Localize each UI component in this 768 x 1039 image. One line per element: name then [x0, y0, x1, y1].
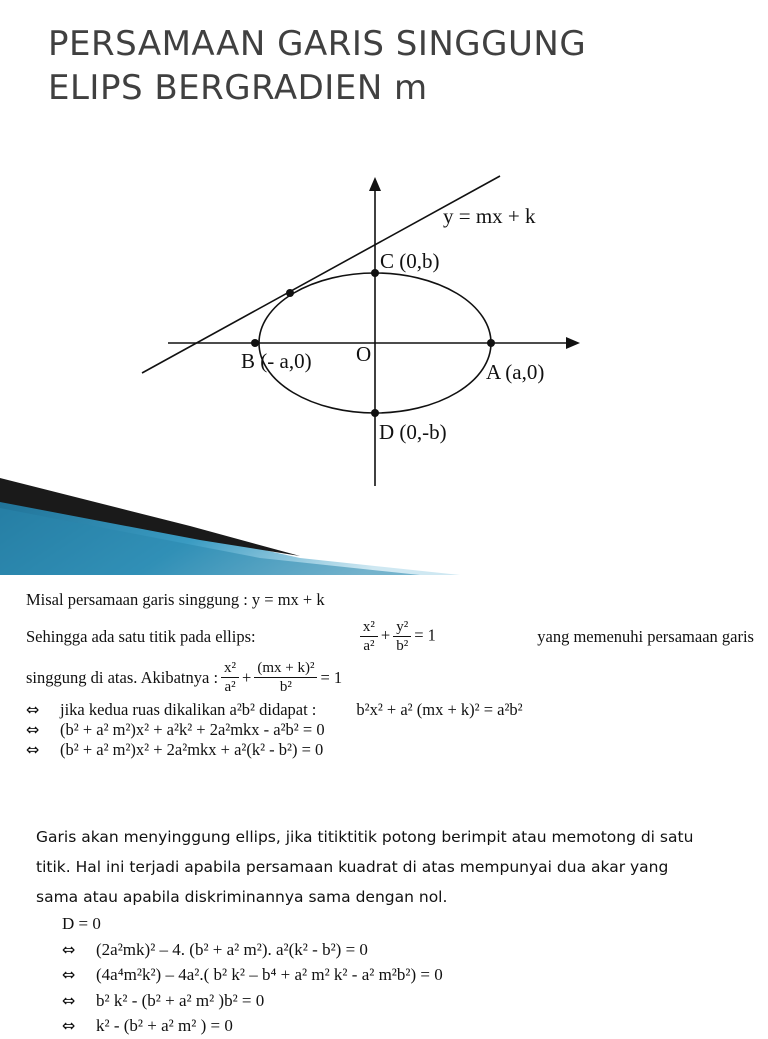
left-right-arrow-icon: ⇔	[26, 700, 40, 719]
derivation-line-6: ⇔ (b² + a² m²)x² + 2a²mkx + a²(k² - b²) = 0	[26, 740, 324, 759]
ellipse-tangent-diagram	[0, 160, 768, 495]
explanation-line-3: sama atau apabila diskriminannya sama dengan nol.	[36, 888, 448, 906]
explanation-paragraph	[36, 822, 756, 912]
decorative-ribbon	[0, 478, 768, 578]
point-b-label: B (- a,0)	[241, 349, 312, 373]
derivation-line-1: Misal persamaan garis singgung : y = mx + k	[26, 590, 325, 609]
fraction-y2-b2: $\frac{\text{y²}}{\text{b²}}$	[393, 618, 411, 655]
discriminant-block	[62, 911, 752, 1039]
slide-title	[48, 22, 748, 110]
discriminant-line-1: ⇔ (2a²mk)² – 4. (b² + a² m²). a²(k² - b²) = 0	[62, 937, 752, 963]
derivation-block	[26, 590, 756, 760]
derivation-line-3-prefix: singgung di atas. Akibatnya :	[26, 667, 219, 687]
y-axis-arrowhead	[369, 177, 381, 191]
point-a-dot	[487, 339, 495, 347]
title-line-1: PERSAMAAN GARIS SINGGUNG	[48, 24, 587, 64]
explanation-line-2: titik. Hal ini terjadi apabila persamaan kuadrat di atas mempunyai dua akar yang	[36, 858, 669, 876]
discriminant-line-3: ⇔ b² k² - (b² + a² m² )b² = 0	[62, 988, 752, 1014]
fraction-x2-a2: $\frac{\text{x²}}{\text{a²}}$	[360, 618, 378, 655]
left-right-arrow-icon: ⇔	[62, 965, 76, 984]
tangent-point	[286, 289, 294, 297]
derivation-line-4: ⇔ jika kedua ruas dikalikan a²b² didapat : b²x² + a² (mx + k)² = a²b²	[26, 700, 523, 719]
discriminant-line-2: ⇔ (4a⁴m²k²) – 4a².( b² k² – b⁴ + a² m² k² - a² m²b²) = 0	[62, 962, 752, 988]
discriminant-line-0: D = 0	[62, 914, 101, 933]
derivation-line-3: singgung di atas. Akibatnya : $\frac{\text{x²}}{\text{a²}}$ + $\frac{\text{(mx + k)²}}{\text{b²}}$ = 1	[26, 660, 343, 695]
left-right-arrow-icon: ⇔	[62, 1016, 76, 1035]
derivation-line-2-suffix: yang memenuhi persamaan garis	[537, 626, 754, 646]
explanation-line-1: Garis akan menyinggung ellips, jika titiktitik potong berimpit atau memotong di satu	[36, 828, 694, 846]
derivation-line-2	[26, 618, 754, 655]
point-c-label: C (0,b)	[380, 249, 440, 273]
point-c-dot	[371, 269, 379, 277]
left-right-arrow-icon: ⇔	[62, 939, 76, 959]
discriminant-line-4: ⇔ k² - (b² + a² m² ) = 0	[62, 1013, 752, 1039]
origin-label: O	[356, 342, 372, 366]
point-d-label: D (0,-b)	[379, 420, 447, 444]
point-d-dot	[371, 409, 379, 417]
point-b-dot	[251, 339, 259, 347]
left-right-arrow-icon: ⇔	[26, 720, 40, 739]
left-right-arrow-icon: ⇔	[26, 740, 40, 759]
x-axis-arrowhead	[566, 337, 580, 349]
tangent-line-label: y = mx + k	[443, 204, 536, 228]
derivation-line-5: ⇔ (b² + a² m²)x² + a²k² + 2a²mkx - a²b² = 0	[26, 720, 325, 739]
ellipse-equation: $\frac{\text{x²}}{\text{a²}}$ + $\frac{\text{y²}}{\text{b²}}$ = 1	[357, 618, 436, 655]
left-right-arrow-icon: ⇔	[62, 990, 76, 1010]
fraction-x2-a2-second: $\frac{\text{x²}}{\text{a²}}$	[221, 659, 239, 696]
point-a-label: A (a,0)	[486, 360, 545, 384]
fraction-mxk-b2: $\frac{\text{(mx + k)²}}{\text{b²}}$	[254, 659, 317, 696]
title-line-2: ELIPS BERGRADIEN m	[48, 68, 428, 108]
derivation-line-2-prefix: Sehingga ada satu titik pada ellips:	[26, 626, 256, 646]
